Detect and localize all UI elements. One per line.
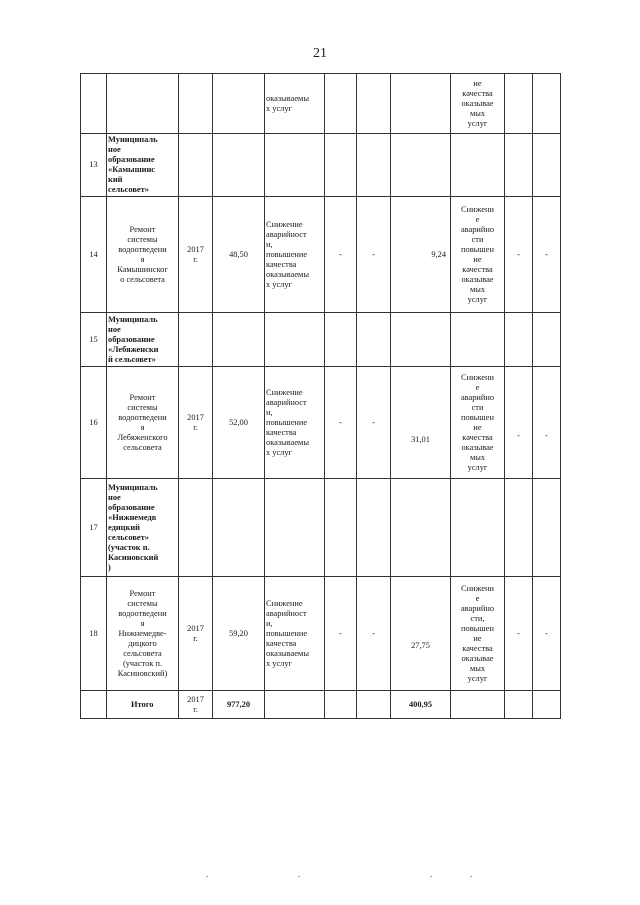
project-name: Ремонт системы водоотведени я Лебяженского сельсовета: [107, 367, 179, 479]
empty-cell: [179, 479, 213, 577]
empty-cell: [505, 313, 533, 367]
municipality-name: Муниципаль ное образование «Камышинс кий сельсовет»: [107, 134, 179, 197]
table-row: [81, 577, 561, 691]
empty-cell: [265, 134, 325, 197]
table-row: [81, 479, 561, 577]
municipality-name: Муниципаль ное образование «Нижнемедв едицкий сельсовет» (участок п. Касиновский ): [107, 479, 179, 577]
cell-dash-3: [505, 74, 533, 134]
dash-value: -: [505, 577, 533, 691]
total-label: Итого: [107, 691, 179, 719]
empty-cell: [505, 691, 533, 719]
empty-cell: [81, 691, 107, 719]
cell-dash-2: [357, 74, 391, 134]
table-row: [81, 313, 561, 367]
table-row: [81, 197, 561, 313]
cell-effect-2: ие качества оказывае мых услуг: [451, 74, 505, 134]
project-cost: 59,20: [213, 577, 265, 691]
empty-cell: [179, 313, 213, 367]
project-effect: Снижение аварийност и, повышение качества оказываемы х услуг: [265, 367, 325, 479]
dash-value: -: [505, 197, 533, 313]
empty-cell: [325, 134, 357, 197]
dash-value: -: [325, 577, 357, 691]
empty-cell: [357, 313, 391, 367]
total-value: 400,95: [391, 691, 451, 719]
empty-cell: [213, 479, 265, 577]
cell-cost: [213, 74, 265, 134]
empty-cell: [451, 691, 505, 719]
total-row: [81, 691, 561, 719]
empty-cell: [213, 313, 265, 367]
cell-dash-4: [533, 74, 561, 134]
project-effect-2: Снижени е аварийно сти повышен ие качества оказывае мых услуг: [451, 197, 505, 313]
empty-cell: [265, 479, 325, 577]
document-table: [80, 73, 561, 719]
row-number: 15: [81, 313, 107, 367]
row-number: 16: [81, 367, 107, 479]
row-number: 14: [81, 197, 107, 313]
project-year: 2017 г.: [179, 197, 213, 313]
project-effect: Снижение аварийност и, повышение качества оказываемы х услуг: [265, 577, 325, 691]
table-row: [81, 367, 561, 479]
dash-value: -: [357, 577, 391, 691]
total-year: 2017 г.: [179, 691, 213, 719]
project-value: 27,75: [391, 577, 451, 691]
total-cost: 977,20: [213, 691, 265, 719]
cell-effect: оказываемы х услуг: [265, 74, 325, 134]
empty-cell: [357, 134, 391, 197]
project-year: 2017 г.: [179, 367, 213, 479]
dash-value: -: [505, 367, 533, 479]
empty-cell: [533, 479, 561, 577]
empty-cell: [391, 134, 451, 197]
project-value: 31,01: [391, 367, 451, 479]
empty-cell: [179, 134, 213, 197]
empty-cell: [533, 313, 561, 367]
municipality-name: Муниципаль ное образование «Лебяженски й сельсовет»: [107, 313, 179, 367]
project-effect-2: Снижени е аварийно сти повышен ие качества оказывае мых услуг: [451, 367, 505, 479]
scan-artifacts: [0, 876, 640, 880]
cell-name: [107, 74, 179, 134]
empty-cell: [325, 691, 357, 719]
dash-value: -: [533, 197, 561, 313]
project-effect: Снижение аварийност и, повышение качества оказываемы х услуг: [265, 197, 325, 313]
empty-cell: [533, 691, 561, 719]
empty-cell: [451, 479, 505, 577]
project-cost: 52,00: [213, 367, 265, 479]
cell-value: [391, 74, 451, 134]
dash-value: -: [533, 577, 561, 691]
empty-cell: [505, 134, 533, 197]
cell-num: [81, 74, 107, 134]
project-year: 2017 г.: [179, 577, 213, 691]
dash-value: -: [325, 197, 357, 313]
project-name: Ремонт системы водоотведени я Камышинског о сельсовета: [107, 197, 179, 313]
continuation-row: [81, 74, 561, 134]
project-value: 9,24: [391, 197, 451, 313]
empty-cell: [357, 691, 391, 719]
empty-cell: [451, 134, 505, 197]
empty-cell: [533, 134, 561, 197]
row-number: 13: [81, 134, 107, 197]
page-number: 21: [313, 46, 327, 61]
row-number: 18: [81, 577, 107, 691]
dash-value: -: [325, 367, 357, 479]
empty-cell: [391, 479, 451, 577]
cell-dash-1: [325, 74, 357, 134]
empty-cell: [357, 479, 391, 577]
empty-cell: [451, 313, 505, 367]
project-name: Ремонт системы водоотведени я Нижнемедве- дицкого сельсовета (участок п. Касиновский): [107, 577, 179, 691]
empty-cell: [325, 313, 357, 367]
empty-cell: [505, 479, 533, 577]
empty-cell: [325, 479, 357, 577]
project-effect-2: Снижени е аварийно сти, повышен ие качества оказывае мых услуг: [451, 577, 505, 691]
project-cost: 48,50: [213, 197, 265, 313]
dash-value: -: [357, 367, 391, 479]
row-number: 17: [81, 479, 107, 577]
empty-cell: [265, 313, 325, 367]
empty-cell: [213, 134, 265, 197]
table-row: [81, 134, 561, 197]
dash-value: -: [357, 197, 391, 313]
cell-year: [179, 74, 213, 134]
empty-cell: [391, 313, 451, 367]
empty-cell: [265, 691, 325, 719]
dash-value: -: [533, 367, 561, 479]
